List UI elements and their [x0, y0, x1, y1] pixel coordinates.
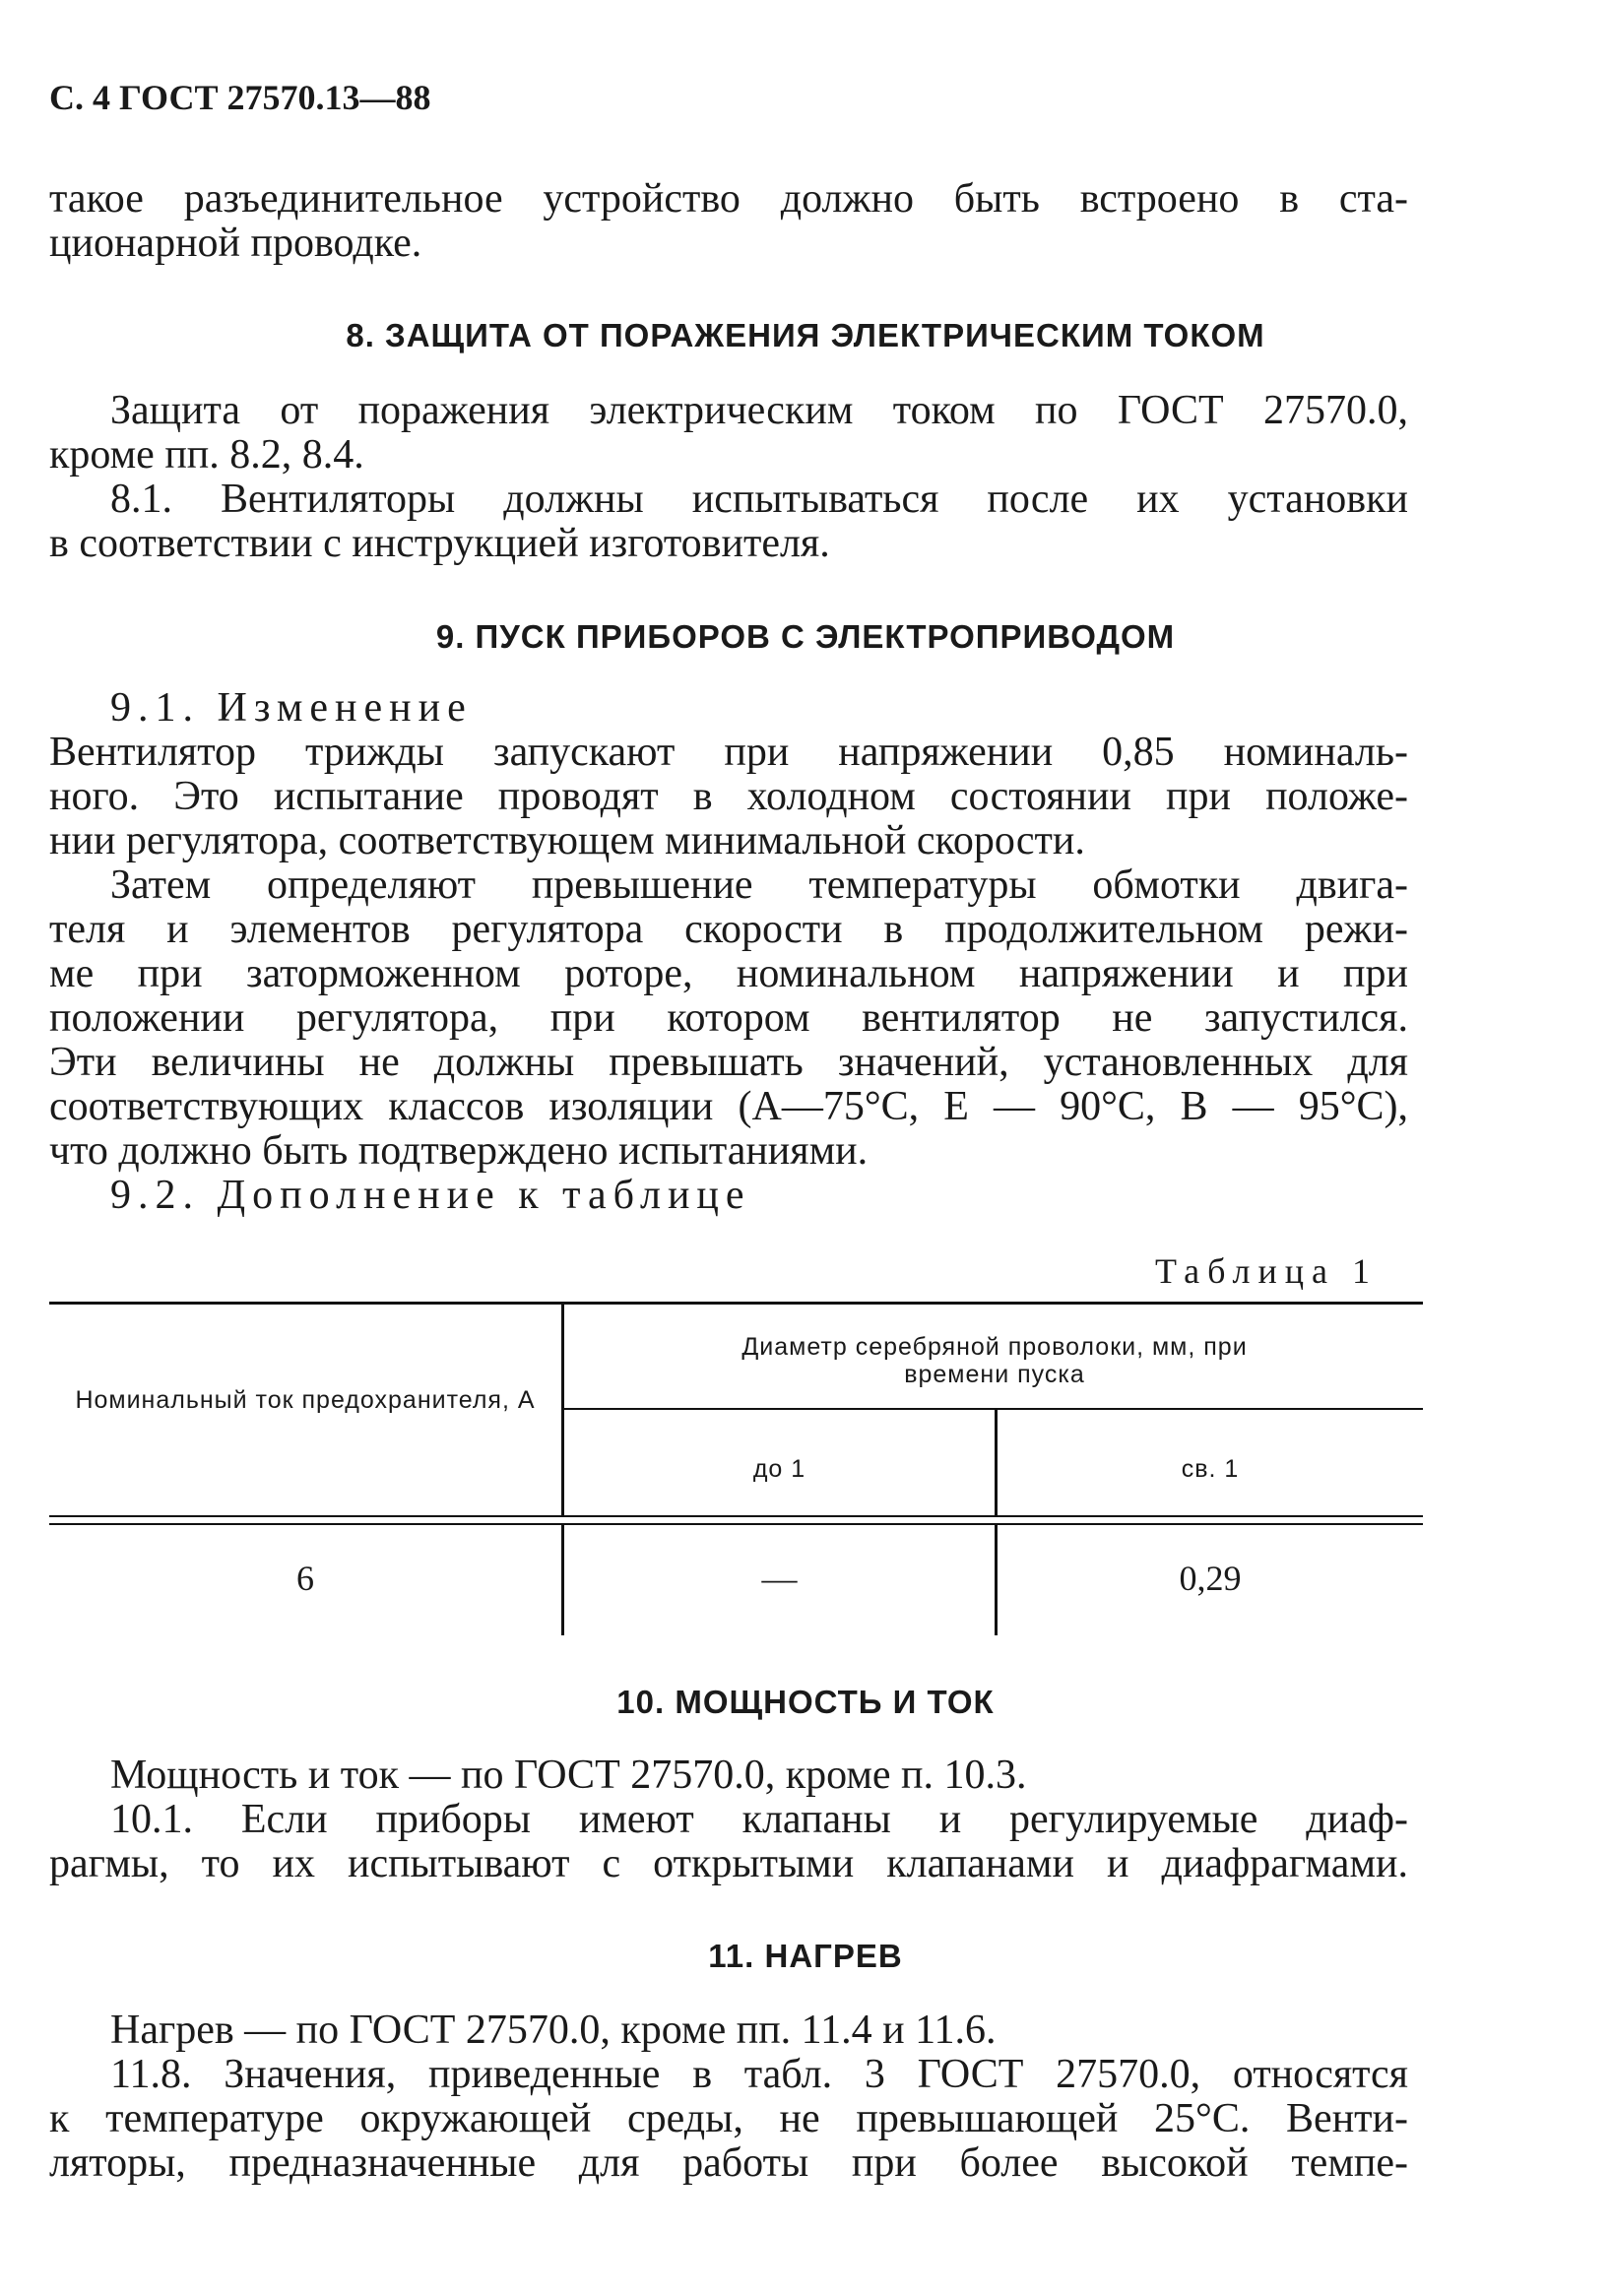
table-group-rule — [563, 1408, 1423, 1410]
paragraph-line: положении регулятора, при котором вентилятор не запустился. — [49, 995, 1408, 1041]
paragraph-line: 10.1. Если приборы имеют клапаны и регулируемые диаф- — [110, 1797, 1408, 1842]
paragraph-line: Защита от поражения электрическим током по ГОСТ 27570.0, — [110, 388, 1408, 433]
intro-line: ционарной проводке. — [49, 221, 422, 266]
table-header-rule — [49, 1515, 1423, 1517]
paragraph-line: Нагрев — по ГОСТ 27570.0, кроме пп. 11.4 и 11.6. — [110, 2008, 997, 2053]
paragraph-line: нии регулятора, соответствующем минимальной скорости. — [49, 818, 1085, 863]
section-8-title: 8. ЗАЩИТА ОТ ПОРАЖЕНИЯ ЭЛЕКТРИЧЕСКИМ ТОКОМ — [346, 317, 1265, 353]
paragraph-line: соответствующих классов изоляции (А—75°С, Е — 90°С, В — 95°С), — [49, 1084, 1408, 1129]
paragraph-line: 11.8. Значения, приведенные в табл. 3 ГОСТ 27570.0, относятся — [110, 2052, 1408, 2097]
paragraph-line: к температуре окружающей среды, не превышающей 25°С. Венти- — [49, 2096, 1408, 2141]
paragraph-line: Затем определяют превышение температуры обмотки двига- — [110, 862, 1408, 908]
table-cell: 0,29 — [1179, 1559, 1242, 1598]
table-top-rule — [49, 1302, 1423, 1305]
table-cell: — — [761, 1559, 798, 1598]
table-caption: Таблица 1 — [1155, 1251, 1378, 1291]
paragraph-line: 8.1. Вентиляторы должны испытываться после их установки — [110, 477, 1408, 522]
table-header-col1: Номинальный ток предохранителя, А — [75, 1386, 536, 1414]
paragraph-line: кроме пп. 8.2, 8.4. — [49, 432, 364, 478]
table-cell: 6 — [296, 1559, 314, 1598]
section-11-title: 11. НАГРЕВ — [708, 1938, 903, 1974]
paragraph-line: Мощность и ток — по ГОСТ 27570.0, кроме п. 10.3. — [110, 1753, 1027, 1798]
paragraph-line: рагмы, то их испытывают с открытыми клапанами и диафрагмами. — [49, 1841, 1408, 1886]
page-header: С. 4 ГОСТ 27570.13—88 — [49, 78, 431, 117]
table-header-group: Диаметр серебряной проволоки, мм, при времени пуска — [741, 1333, 1248, 1388]
paragraph-line: ме при заторможенном роторе, номинальном напряжении и при — [49, 951, 1408, 996]
paragraph-line: Эти величины не должны превышать значений, установленных для — [49, 1040, 1408, 1085]
section-9-title: 9. ПУСК ПРИБОРОВ С ЭЛЕКТРОПРИВОДОМ — [435, 618, 1176, 655]
subsection-addition: 9.2. Дополнение к таблице — [110, 1173, 751, 1218]
paragraph-line: Вентилятор трижды запускают при напряжении 0,85 номиналь- — [49, 730, 1408, 775]
section-10-title: 10. МОЩНОСТЬ И ТОК — [616, 1684, 995, 1720]
paragraph-line: ного. Это испытание проводят в холодном состоянии при положе- — [49, 774, 1408, 819]
table-header-sub2: св. 1 — [1181, 1455, 1240, 1483]
paragraph-line: в соответствии с инструкцией изготовителя. — [49, 521, 830, 566]
paragraph-line: теля и элементов регулятора скорости в продолжительном режи- — [49, 907, 1408, 952]
table-header-rule — [49, 1523, 1423, 1525]
subsection-change: 9.1. Изменение — [110, 685, 473, 731]
intro-line: такое разъединительное устройство должно быть встроено в ста- — [49, 176, 1408, 222]
table-header-sub1: до 1 — [752, 1455, 806, 1483]
paragraph-line: ляторы, предназначенные для работы при более высокой темпе- — [49, 2140, 1408, 2186]
paragraph-line: что должно быть подтверждено испытаниями. — [49, 1128, 869, 1174]
